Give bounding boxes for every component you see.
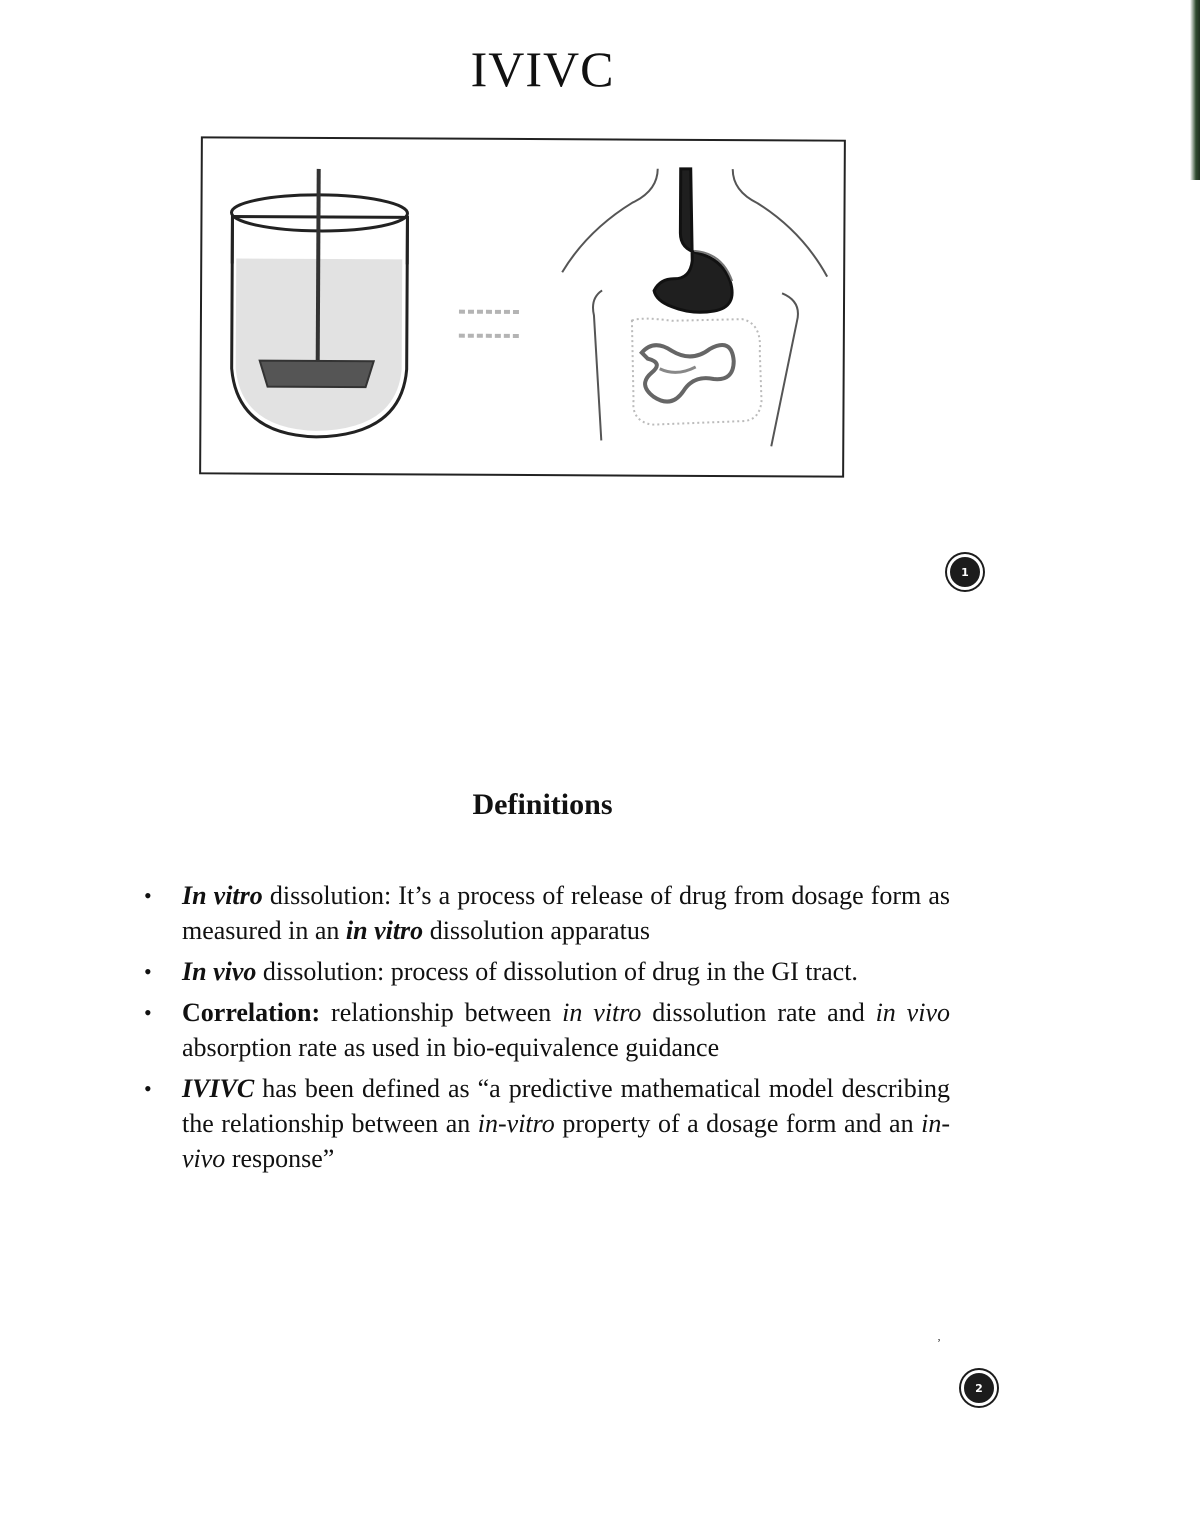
ivivc-figure	[199, 136, 846, 477]
definition-term: In vitro	[182, 881, 263, 910]
definition-emphasis: in-vitro	[477, 1109, 555, 1138]
bullet-icon: •	[144, 1000, 152, 1025]
definition-text: property of a dosage form and an	[554, 1109, 922, 1138]
dissolution-vessel-icon	[230, 168, 407, 437]
definition-text: relationship between	[320, 998, 563, 1027]
definition-emphasis: in-vivo	[182, 1109, 950, 1173]
bullet-icon: •	[144, 1076, 152, 1101]
slide-2-title: Definitions	[472, 788, 613, 821]
bullet-icon: •	[144, 883, 152, 908]
definitions-list	[140, 878, 950, 1182]
stray-mark: ʼ	[937, 1336, 941, 1350]
definition-text: absorption rate as used in bio-equivalence guidance	[182, 1033, 720, 1062]
list-item	[140, 1071, 950, 1176]
page-number-badge: 1	[947, 554, 983, 590]
definition-term: Correlation:	[182, 998, 321, 1027]
ivivc-illustration	[201, 138, 844, 475]
scan-edge-shadow	[1190, 0, 1200, 180]
page-number-badge: 2	[961, 1370, 997, 1406]
definition-text: response”	[225, 1144, 335, 1173]
bullet-icon: •	[144, 959, 152, 984]
definition-text: dissolution: process of dissolution of drug in the GI tract.	[256, 957, 858, 986]
definition-text: dissolution apparatus	[423, 916, 650, 945]
definition-text: has been defined as “a predictive mathematical model describing the relationship between an	[182, 1074, 950, 1138]
definition-emphasis: in vitro	[345, 916, 424, 945]
list-item	[140, 954, 950, 989]
equals-sign	[459, 312, 520, 336]
definition-emphasis: in vitro	[562, 998, 642, 1027]
definition-text: dissolution: It’s a process of release of drug from dosage form as measured in an	[182, 881, 950, 945]
list-item	[140, 878, 950, 948]
slide-1-title: IVIVC	[470, 41, 615, 97]
human-gi-tract-icon	[561, 168, 827, 446]
list-item	[140, 995, 950, 1065]
definition-term: In vivo	[182, 957, 257, 986]
definition-term: IVIVC	[182, 1074, 255, 1103]
definition-text: dissolution rate and	[641, 998, 876, 1027]
definition-emphasis: in vivo	[875, 998, 950, 1027]
